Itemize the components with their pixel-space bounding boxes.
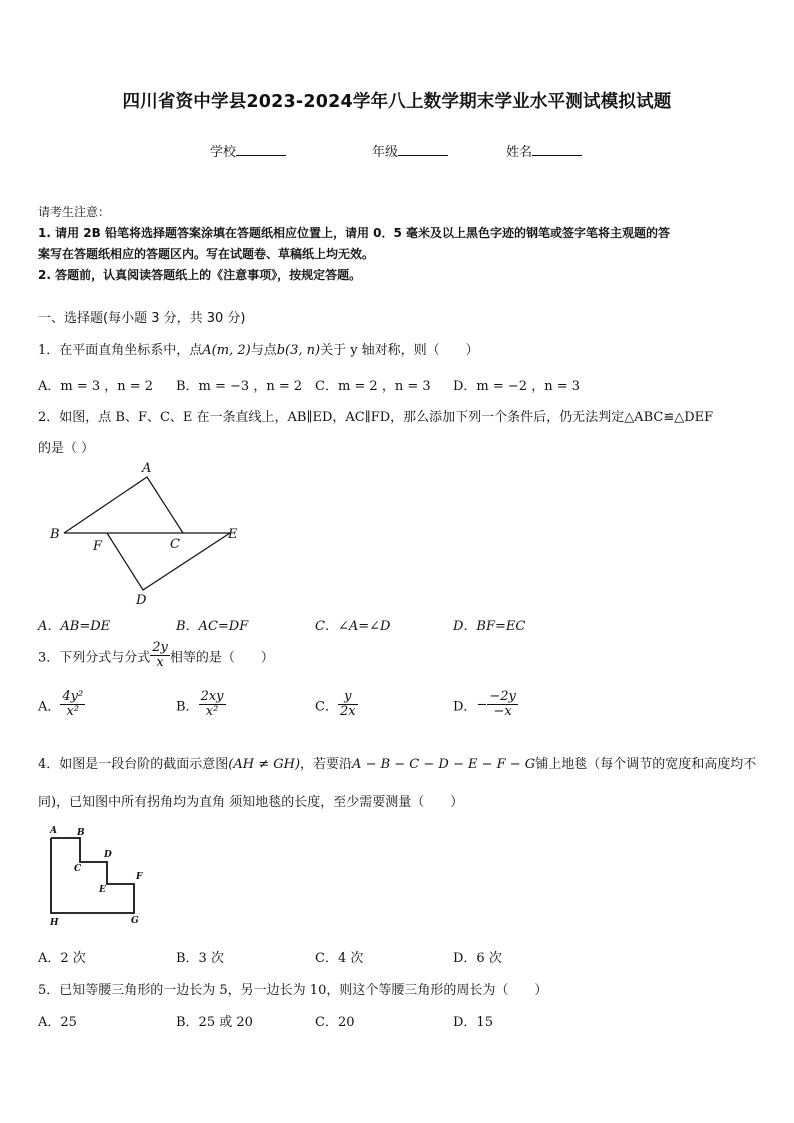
label-c: C: [74, 864, 82, 874]
label-f: F: [93, 539, 103, 554]
notice-line-1b: 案写在答题纸相应的答题区内。写在试题卷、草稿纸上均无效。: [38, 247, 375, 261]
q2-option-d[interactable]: D．BF=EC: [453, 619, 526, 634]
q1-option-a[interactable]: A．m = 3 ，n = 2: [38, 379, 154, 394]
point-a: A(m, 2): [202, 343, 251, 358]
label-h: H: [50, 918, 59, 928]
point-b: b(3, n): [276, 343, 321, 358]
question-3: 3．下列分式与分式 $\frac{2y}{x}$ 相等的是（ ）: [38, 640, 274, 671]
q3-fraction: $\frac{2y}{x}$: [152, 640, 168, 671]
triangles-figure: [40, 455, 250, 610]
question-4-line-1: 4．如图是一段台阶的截面示意图(AH ≠ GH)，若要沿A − B − C − D − E − F − G铺上地毯（每个调节的宽度和高度均不: [38, 757, 757, 772]
label-b: B: [50, 527, 60, 542]
notice-header: 请考生注意：: [38, 205, 111, 219]
q5-option-b[interactable]: B．25 或 20: [176, 1015, 253, 1030]
q5-option-a[interactable]: A．25: [38, 1015, 77, 1030]
q2-option-c[interactable]: C．∠A=∠D: [315, 619, 391, 634]
label-a: A: [50, 826, 57, 836]
q3-option-b[interactable]: B． $\frac{2xy}{\text{x²}}$: [176, 689, 224, 720]
q2-option-a[interactable]: A．AB=DE: [38, 619, 111, 634]
q1-option-c[interactable]: C．m = 2 ，n = 3: [315, 379, 431, 394]
q3-option-a[interactable]: A． $\frac{\text{4y²}}{\text{x²}}$: [38, 689, 84, 720]
q4-option-c[interactable]: C．4 次: [315, 951, 364, 966]
condition: (AH ≠ GH): [228, 757, 301, 772]
label-g: G: [131, 916, 139, 926]
label-f: F: [136, 872, 143, 882]
question-4-line-2: 同)，已知图中所有拐角均为直角 须知地毯的长度，至少需要测量（ ）: [38, 795, 464, 810]
carpet-path: A − B − C − D − E − F − G: [352, 757, 536, 772]
grade-field: 年级: [372, 141, 448, 160]
q2-option-b[interactable]: B．AC=DF: [176, 619, 249, 634]
question-2-line-2: 的是（ ）: [38, 441, 95, 456]
q1-option-b[interactable]: B．m = −3 ，n = 2: [176, 379, 303, 394]
question-1: 1．在平面直角坐标系中，点A(m, 2)与点b(3, n)关于 y 轴对称，则（ ）: [38, 343, 479, 358]
label-d: D: [104, 850, 112, 860]
q4-option-d[interactable]: D．6 次: [453, 951, 502, 966]
label-c: C: [170, 537, 180, 552]
q1-option-d[interactable]: D．m = −2 ，n = 3: [453, 379, 581, 394]
triangle-abc: [64, 477, 183, 533]
label-d: D: [136, 593, 147, 608]
label-e: E: [99, 885, 106, 895]
q5-option-c[interactable]: C．20: [315, 1015, 355, 1030]
page-title: 四川省资中学县2023-2024学年八上数学期末学业水平测试模拟试题: [122, 92, 672, 112]
label-e: E: [228, 527, 238, 542]
label-a: A: [142, 461, 152, 476]
q3-option-d[interactable]: D．− $\frac{-2y}{-x}$: [453, 689, 516, 720]
q4-option-a[interactable]: A．2 次: [38, 951, 86, 966]
name-field: 姓名: [506, 141, 582, 160]
q4-option-b[interactable]: B．3 次: [176, 951, 224, 966]
section-heading: 一、选择题(每小题 3 分，共 30 分): [38, 311, 246, 326]
notice-line-2: 2. 答题前，认真阅读答题纸上的《注意事项》，按规定答题。: [38, 268, 362, 282]
question-2-line-1: 2．如图，点 B、F、C、E 在一条直线上，AB∥ED，AC∥FD，那么添加下列一个条件后，仍无法判定△ABC≌△DEF: [38, 410, 714, 425]
stairs-outline: [51, 838, 134, 913]
notice-line-1a: 1. 请用 2B 铅笔将选择题答案涂填在答题纸相应位置上，请用 0．5 毫米及以上黑色字迹的钢笔或签字笔将主观题的答: [38, 226, 670, 240]
school-field: 学校: [210, 141, 286, 160]
label-b: B: [77, 828, 85, 838]
stairs-figure: [44, 822, 154, 932]
triangle-def: [107, 533, 230, 590]
q3-option-c[interactable]: C． $\frac{y}{2x}$: [315, 689, 356, 720]
question-5: 5．已知等腰三角形的一边长为 5，另一边长为 10，则这个等腰三角形的周长为（ ）: [38, 983, 548, 998]
q5-option-d[interactable]: D．15: [453, 1015, 493, 1030]
